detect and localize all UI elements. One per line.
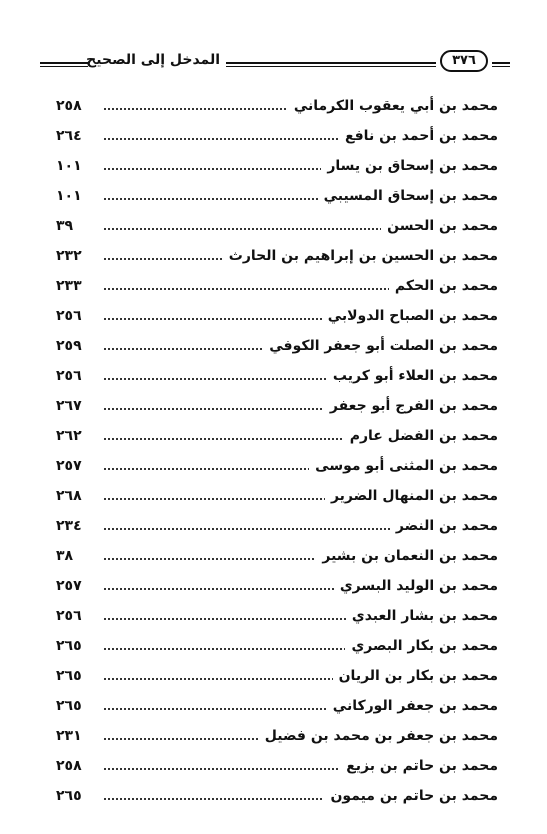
entry-page-number: ٣٩ xyxy=(56,218,74,234)
entry-name: محمد بن الفرج أبو جعفر xyxy=(324,398,498,414)
entry-name: محمد بن جعفر بن محمد بن فضيل xyxy=(259,728,498,744)
entry-name: محمد بن أحمد بن نافع xyxy=(339,128,498,144)
entry-name: محمد بن المنهال الضرير xyxy=(325,488,498,504)
entry-name: محمد بن الوليد البسري xyxy=(334,578,498,594)
index-entry xyxy=(40,754,498,784)
index-entry xyxy=(40,484,498,514)
entry-name: محمد بن جعفر الوركاني xyxy=(327,698,498,714)
entry-page-number: ١٠١ xyxy=(56,158,82,174)
entry-name: محمد بن حاتم بن بزيع xyxy=(340,758,498,774)
entry-page-number: ٢٣٣ xyxy=(56,278,82,294)
index-entry xyxy=(40,244,498,274)
index-entry xyxy=(40,214,498,244)
index-entry xyxy=(40,364,498,394)
entry-page-number: ٢٦٥ xyxy=(56,698,82,714)
index-list xyxy=(40,94,498,814)
index-entry xyxy=(40,724,498,754)
entry-page-number: ٢٦٤ xyxy=(56,128,82,144)
entry-page-number: ٢٥٩ xyxy=(56,338,82,354)
entry-page-number: ٢٥٦ xyxy=(56,308,82,324)
entry-page-number: ٢٦٨ xyxy=(56,488,82,504)
entry-page-number: ٢٥٧ xyxy=(56,458,82,474)
entry-page-number: ٢٦٥ xyxy=(56,788,82,804)
index-entry xyxy=(40,394,498,424)
entry-page-number: ٢٦٥ xyxy=(56,668,82,684)
entry-page-number: ٢٣٤ xyxy=(56,518,82,534)
entry-name: محمد بن الحسن xyxy=(381,218,498,234)
page-number-badge: ٣٧٦ xyxy=(440,50,488,72)
entry-name: محمد بن أبي يعقوب الكرماني xyxy=(288,98,498,114)
entry-name: محمد بن إسحاق المسيبي xyxy=(318,188,498,204)
entry-name: محمد بن الحسين بن إبراهيم بن الحارث xyxy=(223,248,498,264)
header-rule-middle xyxy=(226,62,436,64)
index-entry xyxy=(40,274,498,304)
entry-page-number: ٢٦٧ xyxy=(56,398,82,414)
entry-name: محمد بن الصلت أبو جعفر الكوفي xyxy=(263,338,498,354)
index-entry xyxy=(40,514,498,544)
book-title: المدخل إلى الصحيح xyxy=(86,52,220,68)
index-entry xyxy=(40,154,498,184)
entry-name: محمد بن بكار البصري xyxy=(345,638,498,654)
entry-name: محمد بن النضر xyxy=(390,518,498,534)
running-header xyxy=(40,44,510,78)
entry-page-number: ٢٥٦ xyxy=(56,608,82,624)
entry-name: محمد بن الصباح الدولابي xyxy=(322,308,498,324)
entry-name: محمد بن بشار العبدي xyxy=(346,608,498,624)
entry-page-number: ٢٥٧ xyxy=(56,578,82,594)
entry-name: محمد بن الفضل عارم xyxy=(344,428,498,444)
entry-page-number: ٢٣١ xyxy=(56,728,82,744)
index-entry xyxy=(40,694,498,724)
index-entry xyxy=(40,184,498,214)
index-entry xyxy=(40,574,498,604)
entry-name: محمد بن حاتم بن ميمون xyxy=(324,788,498,804)
entry-page-number: ٢٥٨ xyxy=(56,758,82,774)
entry-page-number: ٢٥٦ xyxy=(56,368,82,384)
index-entry xyxy=(40,604,498,634)
index-entry xyxy=(40,124,498,154)
index-entry xyxy=(40,454,498,484)
entry-name: محمد بن المثنى أبو موسى xyxy=(309,458,498,474)
header-rule-left xyxy=(40,62,88,64)
entry-page-number: ٢٦٢ xyxy=(56,428,82,444)
entry-page-number: ٢٦٥ xyxy=(56,638,82,654)
index-entry xyxy=(40,304,498,334)
index-entry xyxy=(40,784,498,814)
entry-page-number: ٢٣٢ xyxy=(56,248,82,264)
entry-name: محمد بن العلاء أبو كريب xyxy=(327,368,498,384)
entry-page-number: ١٠١ xyxy=(56,188,82,204)
index-entry xyxy=(40,94,498,124)
entry-name: محمد بن بكار بن الريان xyxy=(333,668,498,684)
entry-name: محمد بن إسحاق بن يسار xyxy=(321,158,498,174)
index-entry xyxy=(40,334,498,364)
header-rule-right xyxy=(492,62,510,64)
index-entry xyxy=(40,544,498,574)
index-entry xyxy=(40,634,498,664)
index-entry xyxy=(40,424,498,454)
entry-page-number: ٢٥٨ xyxy=(56,98,82,114)
index-entry xyxy=(40,664,498,694)
entry-name: محمد بن النعمان بن بشير xyxy=(316,548,498,564)
entry-name: محمد بن الحكم xyxy=(389,278,498,294)
entry-page-number: ٣٨ xyxy=(56,548,74,564)
